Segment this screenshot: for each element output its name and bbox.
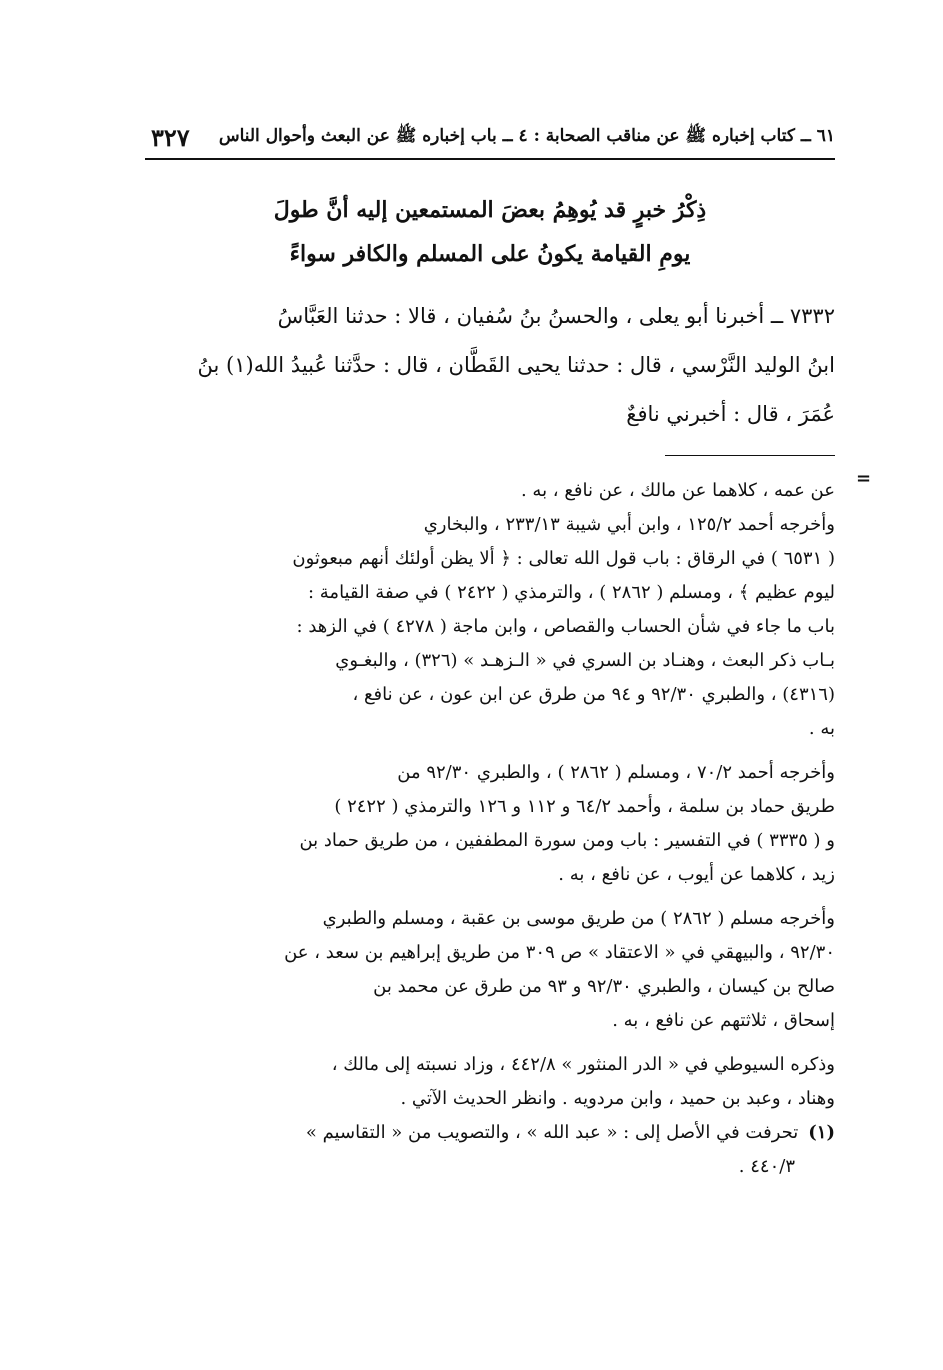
footnote-line: به . xyxy=(808,718,835,739)
footnote-marker: (١) xyxy=(808,1122,835,1143)
footnote-line: ليوم عظيم ﴾ ، ومسلم ( ٢٨٦٢ ) ، والترمذي ( ٢٤٢٢ ) في صفة القيامة : xyxy=(307,582,835,603)
hadith-text xyxy=(145,292,835,439)
footnote-line: بـاب ذكر البعث ، وهنـاد بن السري في « الـزهـد » (٣٢٦) ، والبغـوي xyxy=(335,650,835,671)
page-header xyxy=(145,118,835,160)
footnote-line: صالح بن كيسان ، والطبري ٩٢/٣٠ و ٩٣ من طرق عن محمد بن xyxy=(373,976,835,997)
footnote-line xyxy=(145,1116,835,1150)
section-title-line: يومِ القيامة يكونُ على المسلم والكافر سواءً xyxy=(289,241,691,267)
footnote-line: ( ٦٥٣١ ) في الرقاق : باب قول الله تعالى : ﴿ ألا يظن أولئك أنهم مبعوثون xyxy=(292,548,835,569)
footnote-line: وهناد ، وعبد بن حميد ، وابن مردويه . وانظر الحديث الآتي . xyxy=(400,1088,835,1109)
section-title xyxy=(145,188,835,276)
hadith-line: عُمَرَ ، قال : أخبرني نافعٌ xyxy=(626,402,835,426)
footnote-line: إسحاق ، ثلاثتهم عن نافع ، به . xyxy=(612,1010,835,1031)
footnotes xyxy=(145,474,835,1184)
footnote-line: و ( ٣٣٣٥ ) في التفسير : باب ومن سورة المطففين ، من طريق حماد بن xyxy=(299,830,835,851)
running-head: ٦١ ــ كتاب إخباره ﷺ عن مناقب الصحابة : ٤ ــ باب إخباره ﷺ عن البعث وأحوال الناس xyxy=(218,126,835,146)
hadith-line: ابنُ الوليد النَّرْسي ، قال : حدثنا يحيى القَطَّان ، قال : حدَّثنا عُبيدُ الله(١) بنُ xyxy=(197,353,835,377)
footnote-paragraph xyxy=(145,756,835,892)
footnote-paragraph xyxy=(145,902,835,1038)
hadith-line: ٧٣٣٢ ــ أخبرنا أبو يعلى ، والحسنُ بنُ سُفيان ، قالا : حدثنا العَبَّاسُ xyxy=(277,304,835,328)
footnote-line: ٩٢/٣٠ ، والبيهقي في « الاعتقاد » ص ٣٠٩ من طريق إبراهيم بن سعد ، عن xyxy=(284,942,835,963)
footnote-line: ٤٤٠/٣ . xyxy=(738,1156,795,1177)
section-title-line: ذِكْرُ خبرٍ قد يُوهِمُ بعضَ المستمعين إليه أنَّ طولَ xyxy=(273,197,707,223)
footnote-text: تحرفت في الأصل إلى : « عبد الله » ، والتصويب من « التقاسيم » xyxy=(305,1122,799,1143)
footnote-separator xyxy=(665,455,835,456)
footnote-line: طريق حماد بن سلمة ، وأحمد ٦٤/٢ و ١١٢ و ١٢٦ والترمذي ( ٢٤٢٢ ) xyxy=(334,796,835,817)
footnote-paragraph xyxy=(145,1048,835,1116)
footnote-line: وذكره السيوطي في « الدر المنثور » ٤٤٢/٨ ، وزاد نسبته إلى مالك ، xyxy=(331,1054,835,1075)
footnote-line: عن عمه ، كلاهما عن مالك ، عن نافع ، به . xyxy=(520,480,835,501)
footnote-paragraph xyxy=(145,474,835,746)
footnote-line: زيد ، كلاهما عن أيوب ، عن نافع ، به . xyxy=(558,864,835,885)
footnote-line: باب ما جاء في شأن الحساب والقصاص ، وابن ماجة ( ٤٢٧٨ ) في الزهد : xyxy=(296,616,835,637)
footnote-line: وأخرجه مسلم ( ٢٨٦٢ ) من طريق موسى بن عقبة ، ومسلم والطبري xyxy=(322,908,835,929)
continuation-mark: = xyxy=(856,468,872,489)
footnote-line: (٤٣١٦) ، والطبري ٩٢/٣٠ و ٩٤ من طرق عن ابن عون ، عن نافع ، xyxy=(352,684,835,705)
footnote-line: وأخرجه أحمد ٧٠/٢ ، ومسلم ( ٢٨٦٢ ) ، والطبري ٩٢/٣٠ من xyxy=(397,762,835,783)
footnote-line: وأخرجه أحمد ١٢٥/٢ ، وابن أبي شيبة ٢٣٣/١٣ ، والبخاري xyxy=(423,514,835,535)
page-number: ٣٢٧ xyxy=(151,123,190,152)
footnote-1 xyxy=(145,1116,835,1184)
